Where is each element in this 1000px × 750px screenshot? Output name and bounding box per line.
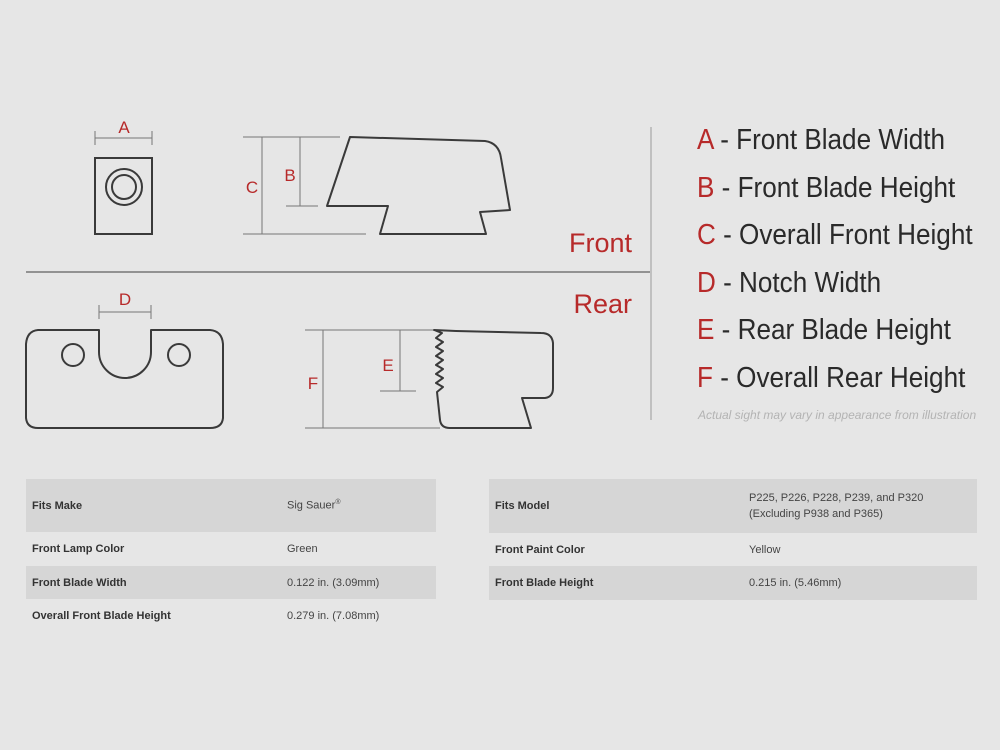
legend-letter: D <box>697 266 716 299</box>
legend-text: - Notch Width <box>715 266 882 299</box>
spec-value: Yellow <box>749 543 781 556</box>
legend-text: - Rear Blade Height <box>714 314 951 346</box>
table-row <box>489 566 977 600</box>
legend-letter: A <box>697 124 713 156</box>
legend-item-b <box>697 168 973 216</box>
label-a: A <box>118 118 130 137</box>
legend-item-a <box>697 120 973 168</box>
spec-value: 0.122 in. (3.09mm) <box>287 576 380 589</box>
dimension-legend <box>697 120 1000 405</box>
table-row <box>26 566 436 599</box>
legend-item-e <box>697 310 973 358</box>
legend-text: - Front Blade Width <box>712 124 946 156</box>
table-row <box>26 599 436 632</box>
label-d: D <box>118 290 132 309</box>
spec-value-line: P225, P226, P228, P239, and P320 <box>749 492 924 504</box>
legend-letter: B <box>697 171 715 204</box>
registered-mark: ® <box>335 499 341 507</box>
spec-value <box>281 479 436 532</box>
spec-value <box>743 479 977 533</box>
legend-item-c <box>697 215 973 263</box>
spec-value: Green <box>287 543 318 555</box>
legend-letter: E <box>697 314 715 346</box>
front-heading: Front <box>568 228 632 258</box>
legend-text: - Overall Rear Height <box>712 361 966 394</box>
label-f: F <box>307 374 319 393</box>
spec-value: 0.215 in. (5.46mm) <box>749 577 842 589</box>
legend-item-d <box>697 263 973 311</box>
rear-sight-side-view <box>305 330 553 428</box>
front-blade-side-view <box>243 137 510 234</box>
front-blade-end-view <box>95 131 152 234</box>
table-row <box>26 532 436 566</box>
legend-text: - Overall Front Height <box>715 219 973 251</box>
legend-letter: C <box>697 219 716 251</box>
illustration-disclaimer: Actual sight may vary in appearance from illustration <box>698 408 977 422</box>
spec-value-text: Sig Sauer <box>287 499 336 512</box>
spec-value-line: (Excluding P938 and P365) <box>749 508 883 520</box>
table-row <box>489 533 977 566</box>
specs-table-left <box>26 479 436 632</box>
label-e: E <box>382 356 394 375</box>
label-b: B <box>284 166 296 185</box>
spec-key: Front Lamp Color <box>32 543 125 555</box>
spec-key: Front Blade Height <box>495 577 594 589</box>
spec-key: Fits Make <box>32 499 83 512</box>
spec-key: Overall Front Blade Height <box>32 609 171 622</box>
spec-key: Front Paint Color <box>495 543 585 556</box>
spec-key: Fits Model <box>495 500 550 512</box>
legend-item-f <box>697 358 973 406</box>
rear-sight-end-view <box>26 305 223 428</box>
legend-text: - Front Blade Height <box>714 171 956 204</box>
table-row <box>26 479 436 532</box>
spec-value: 0.279 in. (7.08mm) <box>287 609 380 622</box>
table-row <box>489 479 977 533</box>
spec-key: Front Blade Width <box>32 576 127 589</box>
label-c: C <box>245 178 259 197</box>
specs-table-right <box>489 479 977 600</box>
legend-letter: F <box>697 361 713 394</box>
rear-heading: Rear <box>573 289 632 319</box>
